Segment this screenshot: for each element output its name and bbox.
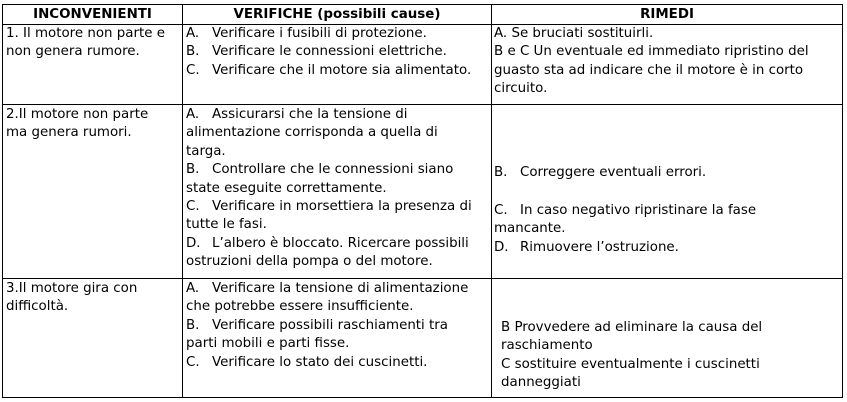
item-letter: A. (186, 26, 200, 41)
remedy-line: danneggiati (501, 375, 581, 391)
check-item (186, 161, 490, 179)
remedy-item (494, 239, 840, 257)
check-item: alimentazione corrisponda a quella di (186, 125, 438, 141)
header-inconvenienti: INCONVENIENTI (33, 7, 152, 22)
item-letter: C. (186, 354, 200, 370)
remedy-text: In caso negativo ripristinare la fase (520, 203, 757, 218)
check-item (186, 354, 490, 372)
check-text: Assicurarsi che la tensione di (212, 107, 408, 122)
check-text: Verificare in morsettiera la presenza di (212, 199, 472, 215)
check-text: Controllare che le connessioni siano (212, 162, 454, 178)
problem-line: 1. Il motore non parte e (6, 26, 165, 41)
remedy-item (494, 164, 840, 182)
remedy-line: guasto sta ad indicare che il motore è in corto (494, 62, 804, 78)
column-divider (182, 5, 183, 397)
problem-line: 3.Il motore gira con (6, 281, 138, 296)
check-item: ostruzioni della pompa o del motore. (186, 254, 433, 270)
remedy-item: mancante. (494, 221, 566, 237)
header-verifiche: VERIFICHE (possibili cause) (233, 7, 441, 22)
problem-line: ma genera rumori. (6, 125, 132, 141)
check-text: Verificare la tensione di alimentazione (212, 281, 469, 296)
check-text: Verificare possibili raschiamenti tra (212, 317, 448, 333)
row2-problem (6, 106, 182, 143)
row3-problem (6, 280, 182, 317)
row2-checks (186, 106, 490, 272)
check-item (186, 198, 490, 216)
check-text: L’albero è bloccato. Ricercare possibili (212, 235, 469, 251)
row1-problem (6, 25, 182, 62)
check-item (186, 62, 490, 80)
row-divider (3, 278, 842, 279)
problem-line: 2.Il motore non parte (6, 107, 149, 122)
item-letter: B. (494, 165, 508, 180)
remedy-line: raschiamento (501, 338, 593, 354)
check-text: Verificare i fusibili di protezione. (212, 26, 427, 41)
check-item: tutte le fasi. (186, 217, 267, 233)
row1-checks (186, 25, 490, 80)
item-letter: C. (186, 199, 200, 215)
check-text: Verificare che il motore sia alimentato. (212, 62, 472, 78)
row-divider (3, 104, 842, 105)
row3-checks (186, 280, 490, 372)
remedy-item (494, 202, 840, 220)
check-text: Verificare le connessioni elettriche. (212, 44, 447, 60)
row1-remedies (494, 25, 840, 99)
check-item (186, 317, 490, 335)
item-letter: B. (186, 162, 200, 178)
item-letter: C. (186, 62, 200, 78)
remedy-line: B Provvedere ad eliminare la causa del (501, 320, 763, 335)
check-item (186, 280, 490, 298)
remedy-line: C sostituire eventualmente i cuscinetti (501, 356, 760, 372)
remedy-text: Correggere eventuali errori. (520, 165, 707, 180)
problem-line: non genera rumore. (6, 44, 140, 60)
check-item (186, 25, 490, 43)
item-letter: C. (494, 203, 508, 218)
item-letter: D. (186, 235, 201, 251)
remedy-line: A. Se bruciati sostituirli. (494, 26, 654, 41)
column-divider (491, 5, 492, 397)
check-item (186, 235, 490, 253)
check-item (186, 106, 490, 124)
item-letter: D. (494, 239, 509, 255)
check-item: state eseguite correttamente. (186, 180, 387, 196)
check-text: Verificare lo stato dei cuscinetti. (212, 354, 428, 370)
item-letter: B. (186, 44, 200, 60)
check-item: che potrebbe essere insufficiente. (186, 299, 414, 315)
item-letter: A. (186, 107, 200, 122)
item-letter: B. (186, 317, 200, 333)
row2-remedy-c-d (494, 202, 840, 257)
check-item (186, 43, 490, 61)
check-item: parti mobili e parti fisse. (186, 336, 350, 352)
problem-line: difficoltà. (6, 299, 69, 315)
remedy-text: Rimuovere l’ostruzione. (520, 239, 679, 255)
row3-remedies (501, 319, 841, 393)
row2-remedy-b (494, 164, 840, 182)
remedy-line: B e C Un eventuale ed immediato ripristino del (494, 44, 809, 60)
check-item: targa. (186, 143, 226, 159)
remedy-line: circuito. (494, 81, 548, 97)
item-letter: A. (186, 281, 200, 296)
header-rimedi: RIMEDI (640, 7, 694, 22)
troubleshooting-table (2, 4, 843, 398)
